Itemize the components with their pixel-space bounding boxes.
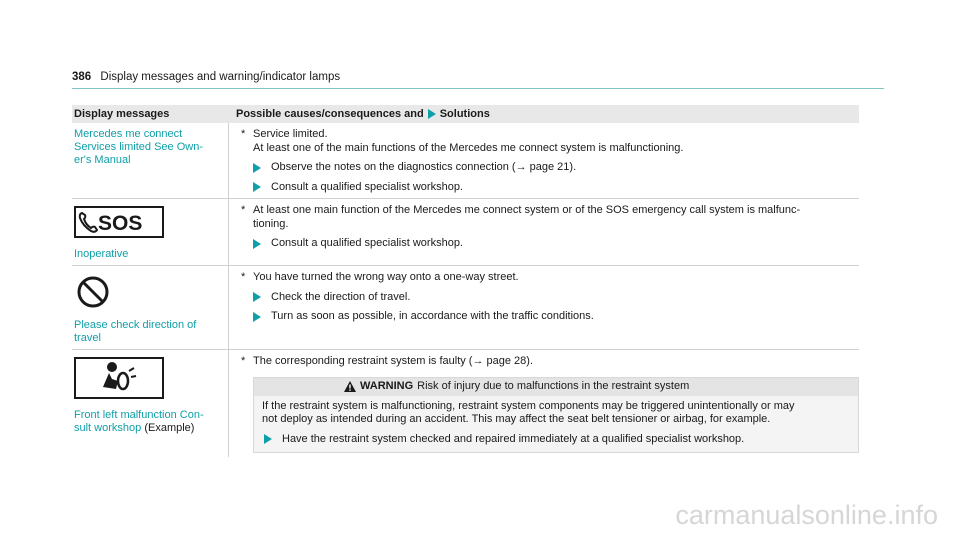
cause-cell: * You have turned the wrong way onto a one-way street. Check the direction of travel. Turn as soon as possible, in accordance with the traffic conditions. xyxy=(229,266,859,349)
no-entry-icon xyxy=(76,275,222,313)
cause-cell: * The corresponding restraint system is faulty (→ page 28). WARNING Risk of injury due to malfunctions in the restraint system If the restraint system is malfunctioning, restraint system components may be triggered unintentionally or may not deploy as intended during an accident. This may affect the seat belt tensioner or airbag, for example. Have the restraint system checked and repaired immediately at a qualified specialist workshop. xyxy=(229,350,859,457)
table-row xyxy=(72,266,859,350)
arrow-icon xyxy=(264,434,272,444)
cause-cell: * At least one main function of the Mercedes me connect system or of the SOS emergency call system is malfunc- tioning. Consult a qualified specialist workshop. xyxy=(229,199,859,265)
warning-body: If the restraint system is malfunctioning, restraint system components may be triggered unintentionally or may not deploy as intended during an accident. This may affect the seat belt tensioner or airbag, for example. Have the restraint system checked and repaired immediately at a qualified specialist workshop. xyxy=(254,396,858,453)
col-causes-solutions: Possible causes/consequences and Solutions xyxy=(236,108,490,120)
message-cell: SOS Inoperative xyxy=(72,199,229,265)
arrow-icon xyxy=(253,182,261,192)
warning-header: WARNING Risk of injury due to malfunctions in the restraint system xyxy=(254,378,858,396)
table-row xyxy=(72,350,859,457)
arrow-icon xyxy=(253,292,261,302)
page-number: 386 xyxy=(72,71,92,83)
messages-table xyxy=(72,105,859,457)
table-row xyxy=(72,199,859,266)
page-title: Display messages and warning/indicator lamps xyxy=(100,71,341,83)
action-item: Observe the notes on the diagnostics connection (→ page 21). xyxy=(253,161,859,175)
table-row xyxy=(72,123,859,199)
arrow-icon xyxy=(428,109,436,119)
message-cell: Mercedes me connect Services limited See Own- er's Manual xyxy=(72,123,229,198)
action-item: Consult a qualified specialist workshop. xyxy=(253,181,859,195)
warning-icon xyxy=(344,381,356,392)
arrow-icon xyxy=(253,163,261,173)
cause-cell: * Service limited. At least one of the main functions of the Mercedes me connect system is malfunctioning. Observe the notes on the diagnostics connection (→ page 21). Consult a qualified specialist workshop. xyxy=(229,123,859,198)
col-display-messages: Display messages xyxy=(74,108,170,120)
airbag-icon xyxy=(74,357,164,399)
action-item: Have the restraint system checked and repaired immediately at a qualified specialist workshop. xyxy=(264,433,850,447)
action-item: Consult a qualified specialist workshop. xyxy=(253,237,859,251)
arrow-icon xyxy=(253,312,261,322)
message-cell: Please check direction of travel xyxy=(72,266,229,349)
sos-icon xyxy=(74,206,164,238)
svg-text:SOS: SOS xyxy=(98,212,143,235)
table-header xyxy=(72,105,859,123)
action-item: Check the direction of travel. xyxy=(253,291,859,305)
action-item: Turn as soon as possible, in accordance with the traffic conditions. xyxy=(253,310,859,324)
message-cell: Front left malfunction Con- sult workshop (Example) xyxy=(72,350,229,457)
page-header xyxy=(72,71,340,83)
watermark: carmanualsonline.info xyxy=(675,500,938,530)
arrow-icon xyxy=(253,239,261,249)
header-rule xyxy=(72,88,884,89)
warning-box xyxy=(253,377,859,454)
